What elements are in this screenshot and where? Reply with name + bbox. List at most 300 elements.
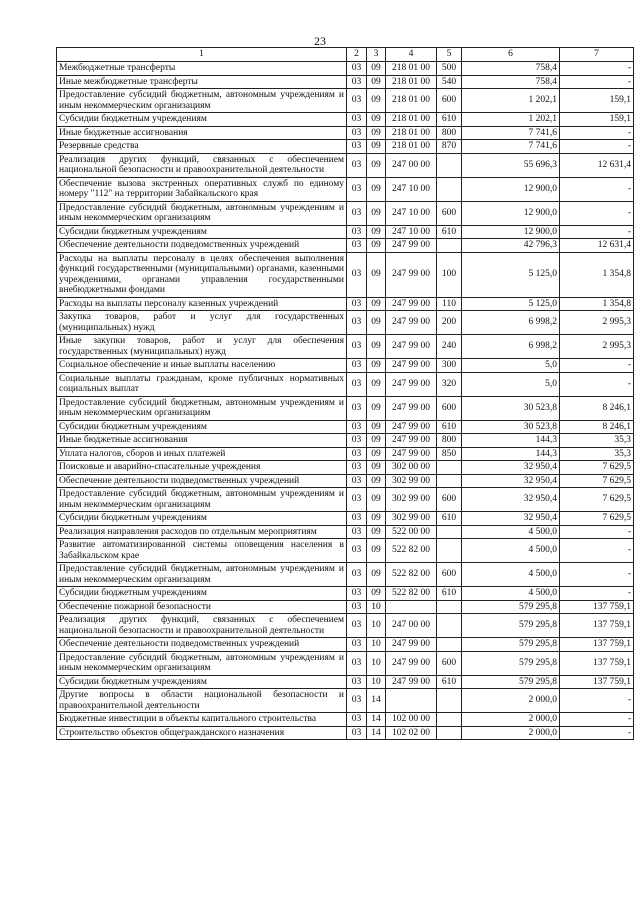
- expense-type-code: [437, 726, 462, 740]
- amount-col7: 137 759,1: [560, 638, 634, 652]
- section-code: 03: [347, 447, 367, 461]
- section-code: 03: [347, 474, 367, 488]
- target-article-code: 302 99 00: [386, 474, 437, 488]
- item-name: Обеспечение вызова экстренных оперативных служб по единому номеру "112" на территории Забайкальского края: [57, 177, 347, 201]
- amount-col7: 159,1: [560, 113, 634, 127]
- section-code: 03: [347, 335, 367, 359]
- amount-total: 12 900,0: [462, 225, 560, 239]
- section-code: 03: [347, 201, 367, 225]
- expense-type-code: 600: [437, 89, 462, 113]
- amount-total: 5 125,0: [462, 297, 560, 311]
- amount-total: 2 000,0: [462, 726, 560, 740]
- table-row: [57, 396, 634, 420]
- subsection-code: 14: [367, 689, 386, 713]
- amount-col7: 1 354,8: [560, 297, 634, 311]
- item-name: Субсидии бюджетным учреждениям: [57, 587, 347, 601]
- amount-total: 7 741,6: [462, 126, 560, 140]
- amount-col7: -: [560, 126, 634, 140]
- expense-type-code: [437, 638, 462, 652]
- table-row: [57, 434, 634, 448]
- section-code: 03: [347, 396, 367, 420]
- expense-type-code: 600: [437, 563, 462, 587]
- amount-total: 12 900,0: [462, 201, 560, 225]
- item-name: Субсидии бюджетным учреждениям: [57, 225, 347, 239]
- section-code: 03: [347, 638, 367, 652]
- table-row: [57, 600, 634, 614]
- target-article-code: 247 99 00: [386, 447, 437, 461]
- section-code: 03: [347, 563, 367, 587]
- subsection-code: 09: [367, 461, 386, 475]
- table-row: [57, 726, 634, 740]
- target-article-code: 302 00 00: [386, 461, 437, 475]
- table-row: [57, 689, 634, 713]
- expense-type-code: 540: [437, 75, 462, 89]
- table-row: [57, 525, 634, 539]
- expense-type-code: [437, 600, 462, 614]
- item-name: Социальные выплаты гражданам, кроме публичных нормативных социальных выплат: [57, 372, 347, 396]
- table-row: [57, 512, 634, 526]
- subsection-code: 09: [367, 126, 386, 140]
- table-row: [57, 239, 634, 253]
- amount-total: 2 000,0: [462, 689, 560, 713]
- amount-total: 32 950,4: [462, 461, 560, 475]
- amount-col7: 7 629,5: [560, 488, 634, 512]
- target-article-code: 302 99 00: [386, 512, 437, 526]
- amount-col7: 7 629,5: [560, 461, 634, 475]
- amount-col7: -: [560, 372, 634, 396]
- item-name: Поисковые и аварийно-спасательные учреждения: [57, 461, 347, 475]
- target-article-code: 247 10 00: [386, 177, 437, 201]
- subsection-code: 09: [367, 140, 386, 154]
- amount-total: 30 523,8: [462, 420, 560, 434]
- table-row: [57, 713, 634, 727]
- section-code: 03: [347, 614, 367, 638]
- section-code: 03: [347, 713, 367, 727]
- header-cell: 4: [386, 48, 437, 62]
- target-article-code: 218 01 00: [386, 75, 437, 89]
- item-name: Предоставление субсидий бюджетным, автономным учреждениям и иным некоммерческим организациям: [57, 488, 347, 512]
- table-row: [57, 75, 634, 89]
- amount-col7: -: [560, 359, 634, 373]
- subsection-code: 09: [367, 587, 386, 601]
- amount-total: 758,4: [462, 62, 560, 76]
- subsection-code: 14: [367, 726, 386, 740]
- table-row: [57, 587, 634, 601]
- expense-type-code: 600: [437, 651, 462, 675]
- amount-col7: 137 759,1: [560, 600, 634, 614]
- expense-type-code: 320: [437, 372, 462, 396]
- section-code: 03: [347, 512, 367, 526]
- item-name: Обеспечение деятельности подведомственных учреждений: [57, 239, 347, 253]
- section-code: 03: [347, 311, 367, 335]
- header-cell: 5: [437, 48, 462, 62]
- amount-total: 32 950,4: [462, 512, 560, 526]
- amount-col7: -: [560, 689, 634, 713]
- amount-col7: 35,3: [560, 434, 634, 448]
- amount-col7: 7 629,5: [560, 474, 634, 488]
- amount-total: 758,4: [462, 75, 560, 89]
- expense-type-code: 610: [437, 675, 462, 689]
- amount-col7: 12 631,4: [560, 153, 634, 177]
- item-name: Бюджетные инвестиции в объекты капитального строительства: [57, 713, 347, 727]
- item-name: Реализация направления расходов по отдельным мероприятиям: [57, 525, 347, 539]
- amount-total: 5,0: [462, 359, 560, 373]
- section-code: 03: [347, 252, 367, 297]
- amount-col7: -: [560, 140, 634, 154]
- table-row: [57, 651, 634, 675]
- expense-type-code: [437, 239, 462, 253]
- amount-col7: 137 759,1: [560, 675, 634, 689]
- amount-col7: 8 246,1: [560, 420, 634, 434]
- section-code: 03: [347, 113, 367, 127]
- table-row: [57, 372, 634, 396]
- expense-type-code: 610: [437, 512, 462, 526]
- header-cell: 1: [57, 48, 347, 62]
- expense-type-code: [437, 474, 462, 488]
- amount-total: 4 500,0: [462, 587, 560, 601]
- target-article-code: [386, 600, 437, 614]
- header-cell: 2: [347, 48, 367, 62]
- subsection-code: 09: [367, 177, 386, 201]
- amount-total: 32 950,4: [462, 474, 560, 488]
- target-article-code: 247 99 00: [386, 638, 437, 652]
- amount-total: 32 950,4: [462, 488, 560, 512]
- amount-col7: 1 354,8: [560, 252, 634, 297]
- expense-type-code: 850: [437, 447, 462, 461]
- section-code: 03: [347, 600, 367, 614]
- section-code: 03: [347, 689, 367, 713]
- item-name: Закупка товаров, работ и услуг для государственных (муниципальных) нужд: [57, 311, 347, 335]
- target-article-code: 247 99 00: [386, 297, 437, 311]
- amount-total: 579 295,8: [462, 638, 560, 652]
- section-code: 03: [347, 153, 367, 177]
- expense-type-code: 600: [437, 396, 462, 420]
- table-row: [57, 461, 634, 475]
- table-row: [57, 447, 634, 461]
- item-name: Иные закупки товаров, работ и услуг для обеспечения государственных (муниципальных) нужд: [57, 335, 347, 359]
- target-article-code: 218 01 00: [386, 89, 437, 113]
- target-article-code: 247 99 00: [386, 396, 437, 420]
- amount-col7: -: [560, 726, 634, 740]
- table-row: [57, 113, 634, 127]
- item-name: Субсидии бюджетным учреждениям: [57, 420, 347, 434]
- subsection-code: 10: [367, 675, 386, 689]
- amount-col7: -: [560, 62, 634, 76]
- amount-col7: 2 995,3: [560, 335, 634, 359]
- section-code: 03: [347, 726, 367, 740]
- table-row: [57, 201, 634, 225]
- amount-col7: -: [560, 563, 634, 587]
- subsection-code: 10: [367, 600, 386, 614]
- target-article-code: 522 00 00: [386, 525, 437, 539]
- target-article-code: 247 99 00: [386, 252, 437, 297]
- item-name: Иные межбюджетные трансферты: [57, 75, 347, 89]
- subsection-code: 09: [367, 525, 386, 539]
- item-name: Предоставление субсидий бюджетным, автономным учреждениям и иным некоммерческим организациям: [57, 651, 347, 675]
- table-row: [57, 62, 634, 76]
- expense-type-code: [437, 153, 462, 177]
- item-name: Субсидии бюджетным учреждениям: [57, 675, 347, 689]
- expense-type-code: 100: [437, 252, 462, 297]
- expense-type-code: 800: [437, 126, 462, 140]
- target-article-code: 247 99 00: [386, 311, 437, 335]
- budget-table: [56, 47, 634, 740]
- expense-type-code: 610: [437, 420, 462, 434]
- target-article-code: 102 00 00: [386, 713, 437, 727]
- section-code: 03: [347, 140, 367, 154]
- section-code: 03: [347, 420, 367, 434]
- table-row: [57, 474, 634, 488]
- expense-type-code: [437, 713, 462, 727]
- section-code: 03: [347, 675, 367, 689]
- target-article-code: 247 99 00: [386, 675, 437, 689]
- subsection-code: 10: [367, 651, 386, 675]
- item-name: Развитие автоматизированной системы оповещения населения в Забайкальском крае: [57, 539, 347, 563]
- target-article-code: 247 99 00: [386, 335, 437, 359]
- amount-col7: -: [560, 713, 634, 727]
- target-article-code: 522 82 00: [386, 563, 437, 587]
- table-row: [57, 638, 634, 652]
- expense-type-code: [437, 689, 462, 713]
- header-cell: 6: [462, 48, 560, 62]
- target-article-code: 247 99 00: [386, 434, 437, 448]
- table-row: [57, 563, 634, 587]
- amount-total: 4 500,0: [462, 525, 560, 539]
- amount-total: 1 202,1: [462, 113, 560, 127]
- target-article-code: 247 99 00: [386, 359, 437, 373]
- subsection-code: 09: [367, 311, 386, 335]
- subsection-code: 09: [367, 488, 386, 512]
- header-row: [57, 48, 634, 62]
- section-code: 03: [347, 239, 367, 253]
- expense-type-code: [437, 539, 462, 563]
- subsection-code: 09: [367, 201, 386, 225]
- subsection-code: 09: [367, 297, 386, 311]
- section-code: 03: [347, 488, 367, 512]
- subsection-code: 09: [367, 239, 386, 253]
- amount-col7: -: [560, 525, 634, 539]
- subsection-code: 09: [367, 434, 386, 448]
- table-row: [57, 297, 634, 311]
- header-cell: 3: [367, 48, 386, 62]
- amount-col7: -: [560, 225, 634, 239]
- amount-total: 30 523,8: [462, 396, 560, 420]
- item-name: Расходы на выплаты персоналу в целях обеспечения выполнения функций государственными (муниципальными) органами, казенными учреждениями, органами управления государственными внебюджетными фондами: [57, 252, 347, 297]
- item-name: Социальное обеспечение и иные выплаты населению: [57, 359, 347, 373]
- section-code: 03: [347, 359, 367, 373]
- amount-total: 12 900,0: [462, 177, 560, 201]
- target-article-code: 247 10 00: [386, 225, 437, 239]
- amount-col7: -: [560, 75, 634, 89]
- target-article-code: 247 99 00: [386, 239, 437, 253]
- amount-col7: 137 759,1: [560, 651, 634, 675]
- amount-col7: -: [560, 177, 634, 201]
- amount-total: 55 696,3: [462, 153, 560, 177]
- item-name: Обеспечение пожарной безопасности: [57, 600, 347, 614]
- target-article-code: 247 99 00: [386, 651, 437, 675]
- item-name: Обеспечение деятельности подведомственных учреждений: [57, 638, 347, 652]
- section-code: 03: [347, 225, 367, 239]
- subsection-code: 09: [367, 420, 386, 434]
- amount-col7: 35,3: [560, 447, 634, 461]
- target-article-code: 247 99 00: [386, 420, 437, 434]
- item-name: Иные бюджетные ассигнования: [57, 434, 347, 448]
- item-name: Межбюджетные трансферты: [57, 62, 347, 76]
- subsection-code: 09: [367, 62, 386, 76]
- amount-total: 579 295,8: [462, 600, 560, 614]
- target-article-code: 247 10 00: [386, 201, 437, 225]
- item-name: Расходы на выплаты персоналу казенных учреждений: [57, 297, 347, 311]
- item-name: Реализация других функций, связанных с обеспечением национальной безопасности и правоохранительной деятельности: [57, 153, 347, 177]
- item-name: Строительство объектов общегражданского назначения: [57, 726, 347, 740]
- subsection-code: 10: [367, 614, 386, 638]
- item-name: Предоставление субсидий бюджетным, автономным учреждениям и иным некоммерческим организациям: [57, 396, 347, 420]
- expense-type-code: 870: [437, 140, 462, 154]
- item-name: Другие вопросы в области национальной безопасности и правоохранительной деятельности: [57, 689, 347, 713]
- target-article-code: 218 01 00: [386, 113, 437, 127]
- section-code: 03: [347, 651, 367, 675]
- item-name: Предоставление субсидий бюджетным, автономным учреждениям и иным некоммерческим организациям: [57, 201, 347, 225]
- section-code: 03: [347, 177, 367, 201]
- amount-col7: 137 759,1: [560, 614, 634, 638]
- amount-total: 2 000,0: [462, 713, 560, 727]
- subsection-code: 09: [367, 512, 386, 526]
- item-name: Предоставление субсидий бюджетным, автономным учреждениям и иным некоммерческим организациям: [57, 89, 347, 113]
- amount-col7: -: [560, 587, 634, 601]
- subsection-code: 09: [367, 359, 386, 373]
- item-name: Резервные средства: [57, 140, 347, 154]
- subsection-code: 09: [367, 89, 386, 113]
- section-code: 03: [347, 89, 367, 113]
- amount-total: 579 295,8: [462, 614, 560, 638]
- target-article-code: [386, 689, 437, 713]
- amount-total: 5,0: [462, 372, 560, 396]
- amount-total: 6 998,2: [462, 335, 560, 359]
- amount-total: 144,3: [462, 447, 560, 461]
- amount-col7: 7 629,5: [560, 512, 634, 526]
- table-row: [57, 614, 634, 638]
- section-code: 03: [347, 525, 367, 539]
- section-code: 03: [347, 587, 367, 601]
- table-row: [57, 177, 634, 201]
- amount-total: 579 295,8: [462, 651, 560, 675]
- item-name: Предоставление субсидий бюджетным, автономным учреждениям и иным некоммерческим организациям: [57, 563, 347, 587]
- table-row: [57, 311, 634, 335]
- subsection-code: 09: [367, 539, 386, 563]
- amount-total: 4 500,0: [462, 563, 560, 587]
- subsection-code: 10: [367, 638, 386, 652]
- subsection-code: 09: [367, 252, 386, 297]
- amount-total: 1 202,1: [462, 89, 560, 113]
- item-name: Реализация других функций, связанных с обеспечением национальной безопасности и правоохранительной деятельности: [57, 614, 347, 638]
- table-row: [57, 89, 634, 113]
- subsection-code: 09: [367, 372, 386, 396]
- expense-type-code: 110: [437, 297, 462, 311]
- subsection-code: 09: [367, 335, 386, 359]
- table-row: [57, 252, 634, 297]
- amount-col7: -: [560, 539, 634, 563]
- amount-total: 4 500,0: [462, 539, 560, 563]
- table-row: [57, 539, 634, 563]
- target-article-code: 247 99 00: [386, 372, 437, 396]
- section-code: 03: [347, 75, 367, 89]
- amount-total: 42 796,3: [462, 239, 560, 253]
- subsection-code: 09: [367, 396, 386, 420]
- table-row: [57, 225, 634, 239]
- expense-type-code: 600: [437, 488, 462, 512]
- table-row: [57, 359, 634, 373]
- section-code: 03: [347, 297, 367, 311]
- amount-total: 144,3: [462, 434, 560, 448]
- target-article-code: 522 82 00: [386, 587, 437, 601]
- item-name: Уплата налогов, сборов и иных платежей: [57, 447, 347, 461]
- amount-col7: 12 631,4: [560, 239, 634, 253]
- target-article-code: 218 01 00: [386, 126, 437, 140]
- expense-type-code: 200: [437, 311, 462, 335]
- expense-type-code: 610: [437, 225, 462, 239]
- amount-col7: 8 246,1: [560, 396, 634, 420]
- expense-type-code: 240: [437, 335, 462, 359]
- subsection-code: 09: [367, 447, 386, 461]
- item-name: Иные бюджетные ассигнования: [57, 126, 347, 140]
- item-name: Обеспечение деятельности подведомственных учреждений: [57, 474, 347, 488]
- expense-type-code: 600: [437, 201, 462, 225]
- amount-total: 5 125,0: [462, 252, 560, 297]
- amount-col7: 2 995,3: [560, 311, 634, 335]
- subsection-code: 09: [367, 113, 386, 127]
- section-code: 03: [347, 461, 367, 475]
- target-article-code: 247 00 00: [386, 614, 437, 638]
- table-row: [57, 488, 634, 512]
- table-row: [57, 675, 634, 689]
- expense-type-code: [437, 525, 462, 539]
- item-name: Субсидии бюджетным учреждениям: [57, 512, 347, 526]
- target-article-code: 218 01 00: [386, 140, 437, 154]
- target-article-code: 102 02 00: [386, 726, 437, 740]
- expense-type-code: [437, 614, 462, 638]
- expense-type-code: 500: [437, 62, 462, 76]
- expense-type-code: 300: [437, 359, 462, 373]
- amount-total: 7 741,6: [462, 140, 560, 154]
- expense-type-code: 610: [437, 587, 462, 601]
- subsection-code: 09: [367, 474, 386, 488]
- header-cell: 7: [560, 48, 634, 62]
- subsection-code: 09: [367, 75, 386, 89]
- section-code: 03: [347, 126, 367, 140]
- target-article-code: 302 99 00: [386, 488, 437, 512]
- table-row: [57, 140, 634, 154]
- subsection-code: 09: [367, 563, 386, 587]
- item-name: Субсидии бюджетным учреждениям: [57, 113, 347, 127]
- amount-total: 6 998,2: [462, 311, 560, 335]
- section-code: 03: [347, 62, 367, 76]
- target-article-code: 522 82 00: [386, 539, 437, 563]
- table-row: [57, 153, 634, 177]
- expense-type-code: 610: [437, 113, 462, 127]
- table-row: [57, 126, 634, 140]
- amount-col7: 159,1: [560, 89, 634, 113]
- section-code: 03: [347, 372, 367, 396]
- section-code: 03: [347, 539, 367, 563]
- target-article-code: 247 00 00: [386, 153, 437, 177]
- expense-type-code: [437, 177, 462, 201]
- section-code: 03: [347, 434, 367, 448]
- subsection-code: 09: [367, 225, 386, 239]
- expense-type-code: [437, 461, 462, 475]
- subsection-code: 14: [367, 713, 386, 727]
- table-row: [57, 335, 634, 359]
- amount-col7: -: [560, 201, 634, 225]
